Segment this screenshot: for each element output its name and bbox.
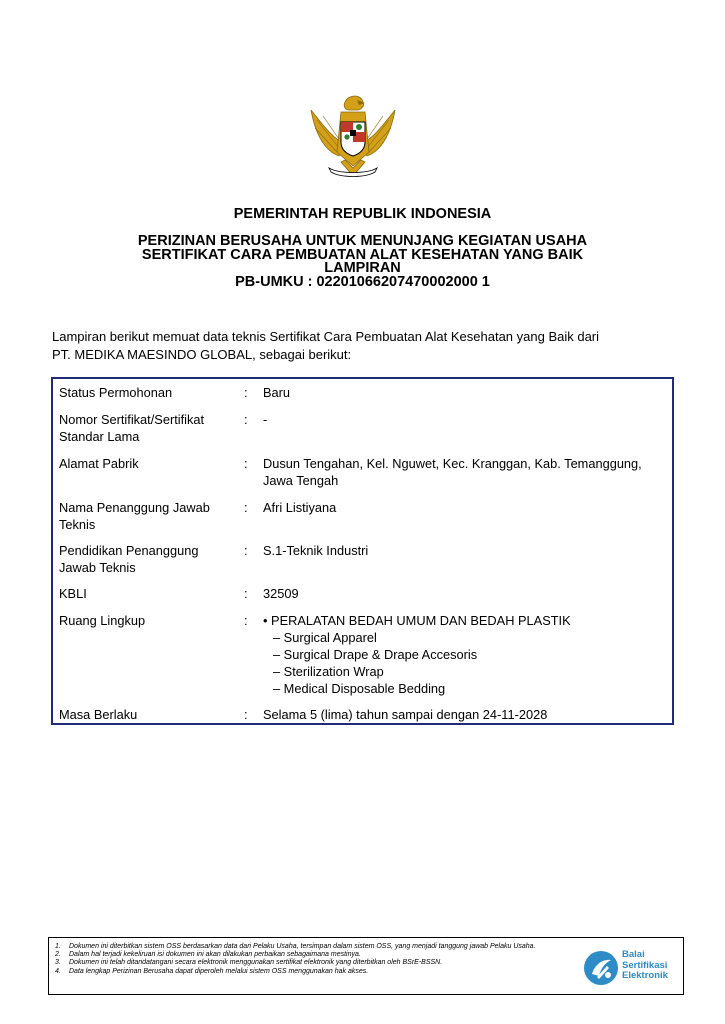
- pb-umku-number: PB-UMKU : 02201066207470002000 1: [235, 273, 490, 290]
- colon: :: [244, 543, 248, 558]
- tech-person-label: Nama Penanggung Jawab Teknis: [59, 500, 210, 532]
- scope-sub-item: – Surgical Drape & Drape Accesoris: [273, 647, 478, 662]
- old-cert-value: -: [263, 412, 268, 427]
- colon: :: [244, 385, 248, 400]
- factory-value: Dusun Tengahan, Kel. Nguwet, Kec. Kranggan, Kab. Temanggung, Jawa Tengah: [263, 456, 642, 488]
- colon: :: [244, 456, 248, 471]
- document-title: [0, 235, 725, 289]
- title-line-3: LAMPIRAN: [324, 260, 401, 276]
- intro-line-1: Lampiran berikut memuat data teknis Sertifikat Cara Pembuatan Alat Kesehatan yang Baik dari: [52, 329, 600, 344]
- colon: :: [244, 613, 248, 628]
- footer-note: 3. Dokumen ini telah ditandatangani secara elektronik menggunakan sertifikat elektronik yang diterbitkan oleh BSrE-BSSN.: [55, 959, 443, 967]
- intro-line-2: PT. MEDIKA MAESINDO GLOBAL, sebagai berikut:: [52, 347, 352, 362]
- scope-sub-item: – Sterilization Wrap: [273, 664, 384, 679]
- footer-notes-box: [48, 937, 684, 995]
- status-value: Baru: [263, 385, 291, 400]
- bse-logo: [583, 946, 683, 990]
- scope-sub-item: – Medical Disposable Bedding: [273, 681, 446, 696]
- colon: :: [244, 500, 248, 515]
- footer-note: 4. Data lengkap Perizinan Berusaha dapat diperoleh melalui sistem OSS menggunakan hak akses.: [55, 967, 369, 975]
- intro-paragraph: [52, 328, 682, 364]
- bse-wordmark: Balai Sertifikasi Elektronik: [622, 949, 668, 981]
- scope-label: Ruang Lingkup: [59, 613, 146, 628]
- validity-value: Selama 5 (lima) tahun sampai dengan 24-11-2028: [263, 707, 548, 722]
- footer-note: 2. Dalam hal terjadi kekeliruan isi dokumen ini akan dilakukan perbaikan sebagaimana mestinya.: [55, 951, 361, 959]
- title-line-2: SERTIFIKAT CARA PEMBUATAN ALAT KESEHATAN YANG BAIK: [141, 246, 584, 263]
- kbli-label: KBLI: [59, 586, 87, 601]
- factory-label: Alamat Pabrik: [59, 456, 139, 471]
- validity-label: Masa Berlaku: [59, 707, 138, 722]
- status-label: Status Permohonan: [59, 385, 173, 400]
- scope-value: [263, 612, 671, 697]
- footer-notes-list: [55, 943, 575, 976]
- education-label: Pendidikan Penanggung Jawab Teknis: [59, 543, 199, 575]
- bse-emblem-icon: [583, 950, 619, 986]
- government-heading: PEMERINTAH REPUBLIK INDONESIA: [233, 206, 492, 222]
- colon: :: [244, 412, 248, 427]
- title-line-1: PERIZINAN BERUSAHA UNTUK MENUNJANG KEGIATAN USAHA: [137, 233, 588, 249]
- kbli-value: 32509: [263, 586, 299, 601]
- education-value: S.1-Teknik Industri: [263, 543, 369, 558]
- tech-person-value: Afri Listiyana: [263, 500, 337, 515]
- garuda-emblem-icon: [305, 92, 401, 182]
- colon: :: [244, 586, 248, 601]
- technical-data-table: [51, 377, 674, 725]
- footer-note: 1. Dokumen ini diterbitkan sistem OSS berdasarkan data dari Pelaku Usaha, tersimpan dalam sistem OSS, yang menjadi tanggung jawab Pelaku Usaha.: [55, 943, 536, 950]
- scope-main-item: • PERALATAN BEDAH UMUM DAN BEDAH PLASTIK: [263, 613, 571, 628]
- scope-sub-item: – Surgical Apparel: [273, 630, 377, 645]
- colon: :: [244, 707, 248, 722]
- old-cert-label: Nomor Sertifikat/Sertifikat Standar Lama: [59, 412, 205, 444]
